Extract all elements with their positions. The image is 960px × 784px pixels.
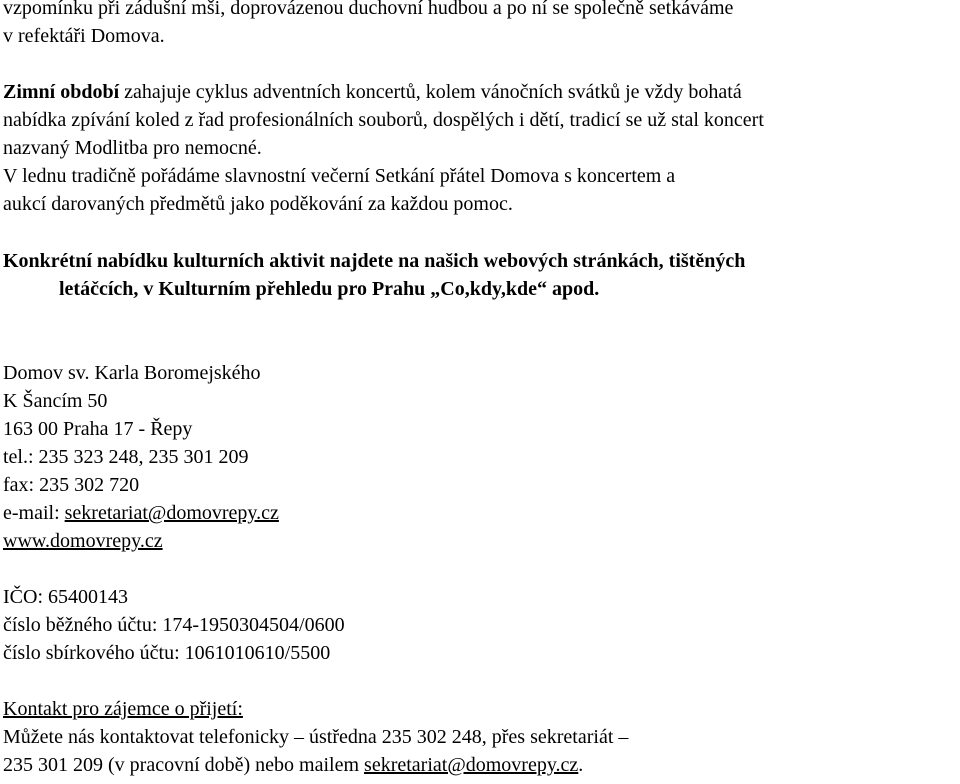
address-tel: tel.: 235 323 248, 235 301 209 [3, 446, 249, 468]
spacer [0, 667, 960, 695]
contact-line-2 [0, 751, 960, 779]
spacer [0, 555, 960, 583]
address-city: 163 00 Praha 17 - Řepy [3, 418, 193, 440]
offer-line-1-text: Konkrétní nabídku kulturních aktivit najdete na našich webových stránkách, tištěných [3, 250, 746, 272]
contact-line-2-end: . [578, 754, 584, 776]
contact-heading-text: Kontakt pro zájemce o přijetí: [3, 698, 243, 720]
january-line-1: V lednu tradičně pořádáme slavnostní večerní Setkání přátel Domova s koncertem a [3, 165, 676, 187]
contact-email-link[interactable]: sekretariat@domovrepy.cz [364, 754, 579, 776]
contact-heading [0, 695, 960, 723]
address-street: K Šancím 50 [3, 390, 108, 412]
address-name: Domov sv. Karla Boromejského [3, 362, 261, 384]
email-link[interactable]: sekretariat@domovrepy.cz [64, 502, 279, 524]
spacer [0, 218, 960, 247]
winter-line-3: nazvaný Modlitba pro nemocné. [3, 137, 262, 159]
intro-line-1: vzpomínku při zádušní mši, doprovázenou duchovní hudbou a po ní se společně setkáváme [3, 0, 734, 19]
offer-line-2 [0, 275, 960, 303]
address-fax: fax: 235 302 720 [3, 474, 140, 496]
winter-line-1 [0, 78, 960, 106]
winter-lead: Zimní období [3, 81, 120, 103]
spacer [0, 303, 960, 359]
intro-line-2: v refektáři Domova. [3, 25, 165, 47]
address-web [0, 527, 960, 555]
spacer [0, 50, 960, 78]
address-email [0, 499, 960, 527]
website-link[interactable]: www.domovrepy.cz [3, 530, 163, 552]
contact-line-1: Můžete nás kontaktovat telefonicky – ústředna 235 302 248, přes sekretariát – [3, 726, 629, 748]
ico: IČO: 65400143 [3, 586, 128, 608]
offer-line-1 [0, 247, 960, 275]
collection-account: číslo sbírkového účtu: 1061010610/5500 [3, 642, 331, 664]
offer-line-2-text: letáčcích, v Kulturním přehledu pro Prahu „Co,kdy,kde“ apod. [59, 278, 600, 300]
winter-line-1-text: zahajuje cyklus adventních koncertů, kolem vánočních svátků je vždy bohatá [119, 81, 742, 103]
bank-account: číslo běžného účtu: 174-1950304504/0600 [3, 614, 345, 636]
contact-line-2-text: 235 301 209 (v pracovní době) nebo mailem [3, 754, 365, 776]
january-line-2: aukcí darovaných předmětů jako poděkování za každou pomoc. [3, 193, 513, 215]
email-label: e-mail: [3, 502, 65, 524]
winter-line-2: nabídka zpívání koled z řad profesionálních souborů, dospělých i dětí, tradicí se už stal koncert [3, 109, 764, 131]
